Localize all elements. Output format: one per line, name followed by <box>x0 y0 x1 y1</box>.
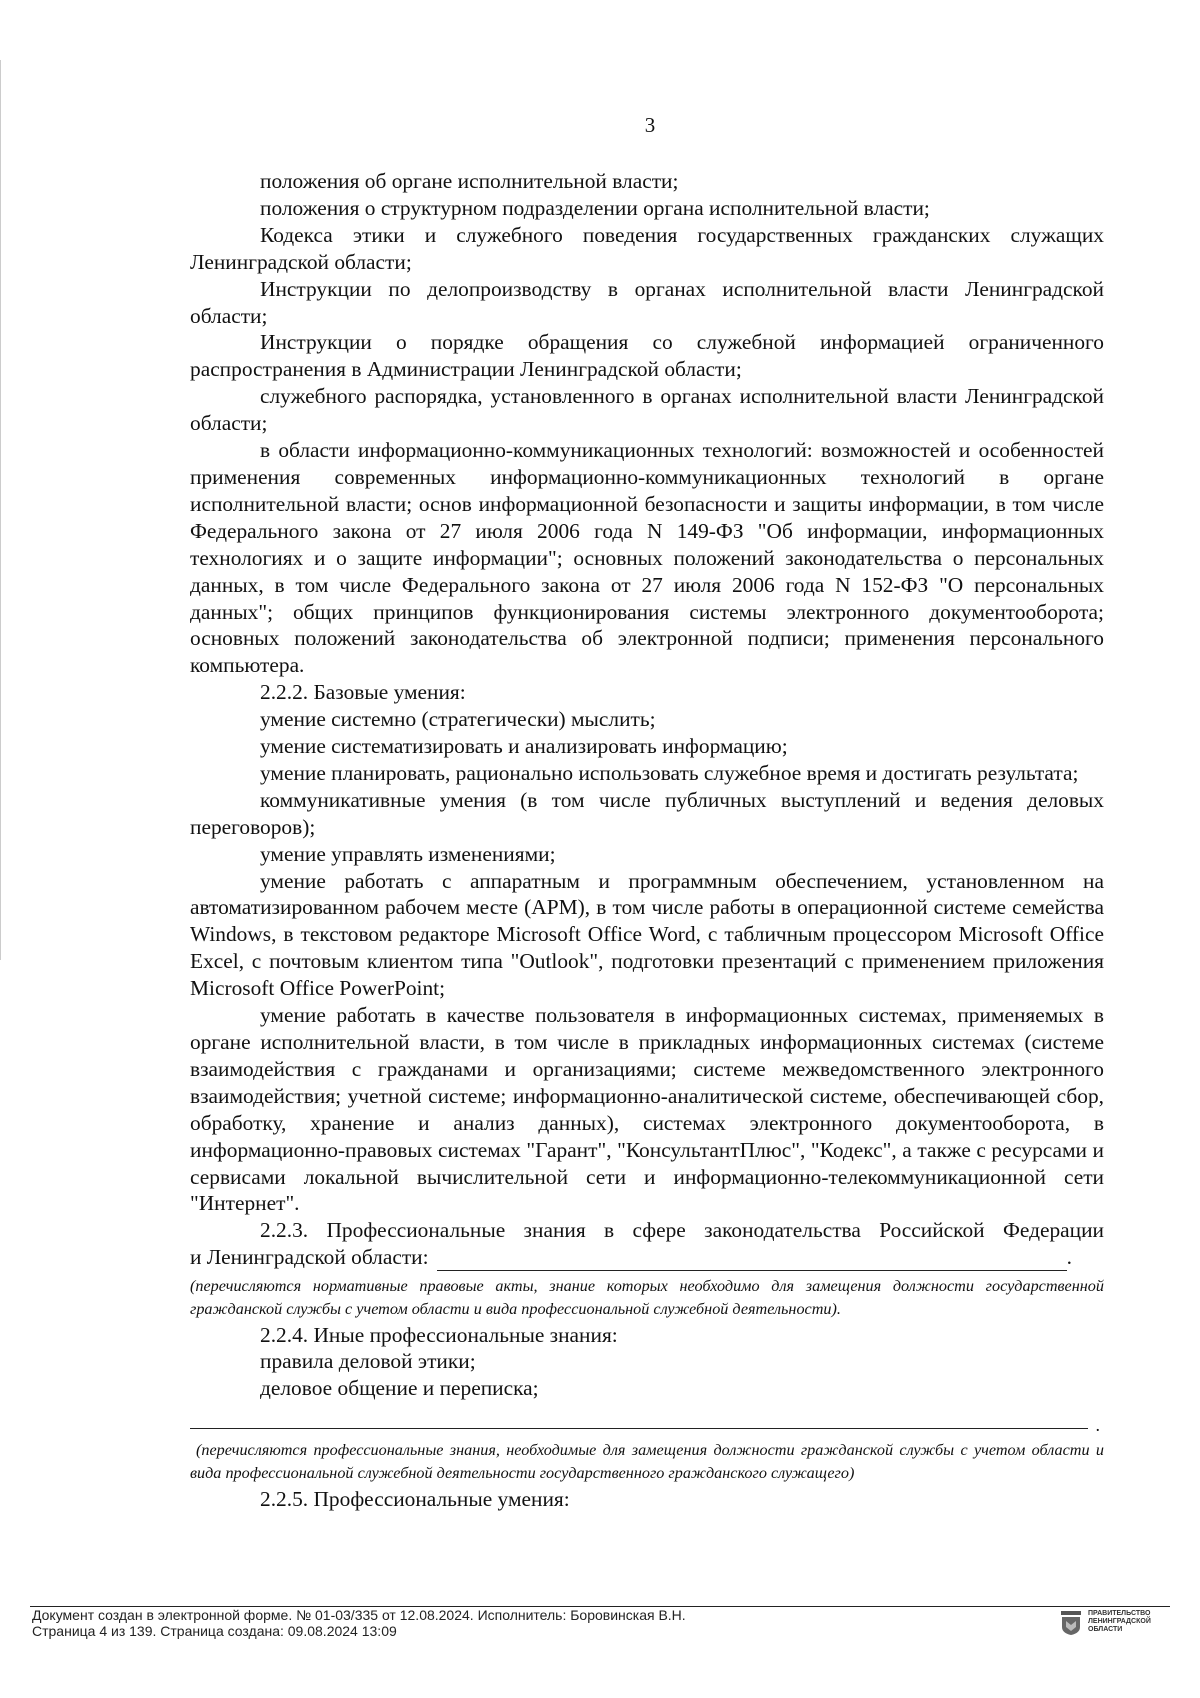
footer-line: Документ создан в электронной форме. № 01-03/335 от 12.08.2024. Исполнитель: Боровинская В.Н. <box>32 1607 686 1623</box>
section-heading: 2.2.2. Базовые умения: <box>260 680 466 705</box>
list-item: правила деловой этики; <box>260 1349 476 1374</box>
paragraph: умение планировать, рационально использовать служебное время и достигать результата; <box>260 760 1079 785</box>
paragraph: умение работать в качестве пользователя в информационных системах, применяемых в органе исполнительной власти, в том числе в прикладных информационных системах (системе взаимодействия с гражданами и организациями; системе межведомственного электронного взаимодействия; учетной системе; информационно-аналитической системе, обеспечивающей сбор, обработку, хранение и анализ данных), системах электронного документооборота, в информационно-правовых системах "Гарант", "КонсультантПлюс", "Кодекс", а также с ресурсами и сервисами локальной вычислительной сети и информационно-телекоммуникационной сети "Интернет". <box>190 1003 1104 1216</box>
paragraph: умение систематизировать и анализировать информацию; <box>260 734 788 759</box>
paragraph: служебного распорядка, установленного в органах исполнительной власти Ленинградской области; <box>190 384 1104 436</box>
section-224-note: (перечисляются профессиональные знания, необходимые для замещения должности гражданской службы с учетом области и вида профессиональной служебной деятельности государственного гражданского служащего) <box>190 1441 1104 1483</box>
blank-fill-line <box>190 1415 1100 1436</box>
paragraph: Инструкции о порядке обращения со служебной информацией ограниченного распространения в Администрации Ленинградской области; <box>190 330 1104 382</box>
paragraph: коммуникативные умения (в том числе публичных выступлений и ведения деловых переговоров); <box>190 787 1104 839</box>
footer-line: Страница 4 из 139. Страница создана: 09.08.2024 13:09 <box>32 1623 397 1639</box>
fill-end: . <box>1095 1415 1100 1436</box>
emblem-icon <box>1060 1610 1082 1636</box>
scan-edge-mark <box>0 60 3 960</box>
page-number: 3 <box>644 113 656 137</box>
paragraph: умение системно (стратегически) мыслить; <box>260 707 656 732</box>
paragraph: в области информационно-коммуникационных технологий: возможностей и особенностей применения современных информационно-коммуникационных технологий в органе исполнительной власти; основ информационной безопасности и защиты информации, в том числе Федерального закона от 27 июля 2006 года N 149-ФЗ "Об информации, информационных технологиях и о защите информации"; основных положений законодательства о персональных данных, в том числе Федерального закона от 27 июля 2006 года N 152-ФЗ "О персональных данных"; общих принципов функционирования системы электронного документооборота; основных положений законодательства об электронной подписи; применения персонального компьютера. <box>190 438 1104 678</box>
paragraph: умение управлять изменениями; <box>260 841 556 866</box>
section-223-heading-cont: и Ленинградской области: <box>190 1245 429 1270</box>
paragraph: Инструкции по делопроизводству в органах исполнительной власти Ленинградской области; <box>190 276 1104 328</box>
section-223-heading: 2.2.3. Профессиональные знания в сфере законодательства Российской Федерации <box>260 1218 1104 1243</box>
footer <box>32 1607 686 1639</box>
paragraph: Кодекса этики и служебного поведения государственных гражданских служащих Ленинградской области; <box>190 222 1104 274</box>
blank-fill-line <box>437 1250 1067 1271</box>
document-body <box>190 168 1104 1513</box>
paragraph: умение работать с аппаратным и программным обеспечением, установленном на автоматизированном рабочем месте (АРМ), в том числе работы в операционной системе семейства Windows, в текстовом редакторе Microsoft Office Word, с табличным процессором Microsoft Office Excel, с почтовым клиентом типа "Outlook", подготовки презентаций с применением приложения Microsoft Office PowerPoint; <box>190 868 1104 1001</box>
paragraph: положения о структурном подразделении органа исполнительной власти; <box>260 195 930 220</box>
list-item: деловое общение и переписка; <box>260 1376 539 1401</box>
section-225-heading: 2.2.5. Профессиональные умения: <box>260 1486 570 1511</box>
fill-end: . <box>1066 1245 1072 1270</box>
section-223-note: (перечисляются нормативные правовые акты, знание которых необходимо для замещения должности государственной гражданской службы с учетом области и вида профессиональной служебной деятельности). <box>190 1277 1104 1319</box>
section-223-fill-line <box>190 1244 1104 1271</box>
paragraph: положения об органе исполнительной власти; <box>260 169 679 193</box>
section-224-heading: 2.2.4. Иные профессиональные знания: <box>260 1322 618 1347</box>
logo-text: ПРАВИТЕЛЬСТВО ЛЕНИНГРАДСКОЙ ОБЛАСТИ <box>1088 1610 1151 1633</box>
government-logo <box>1060 1610 1168 1636</box>
